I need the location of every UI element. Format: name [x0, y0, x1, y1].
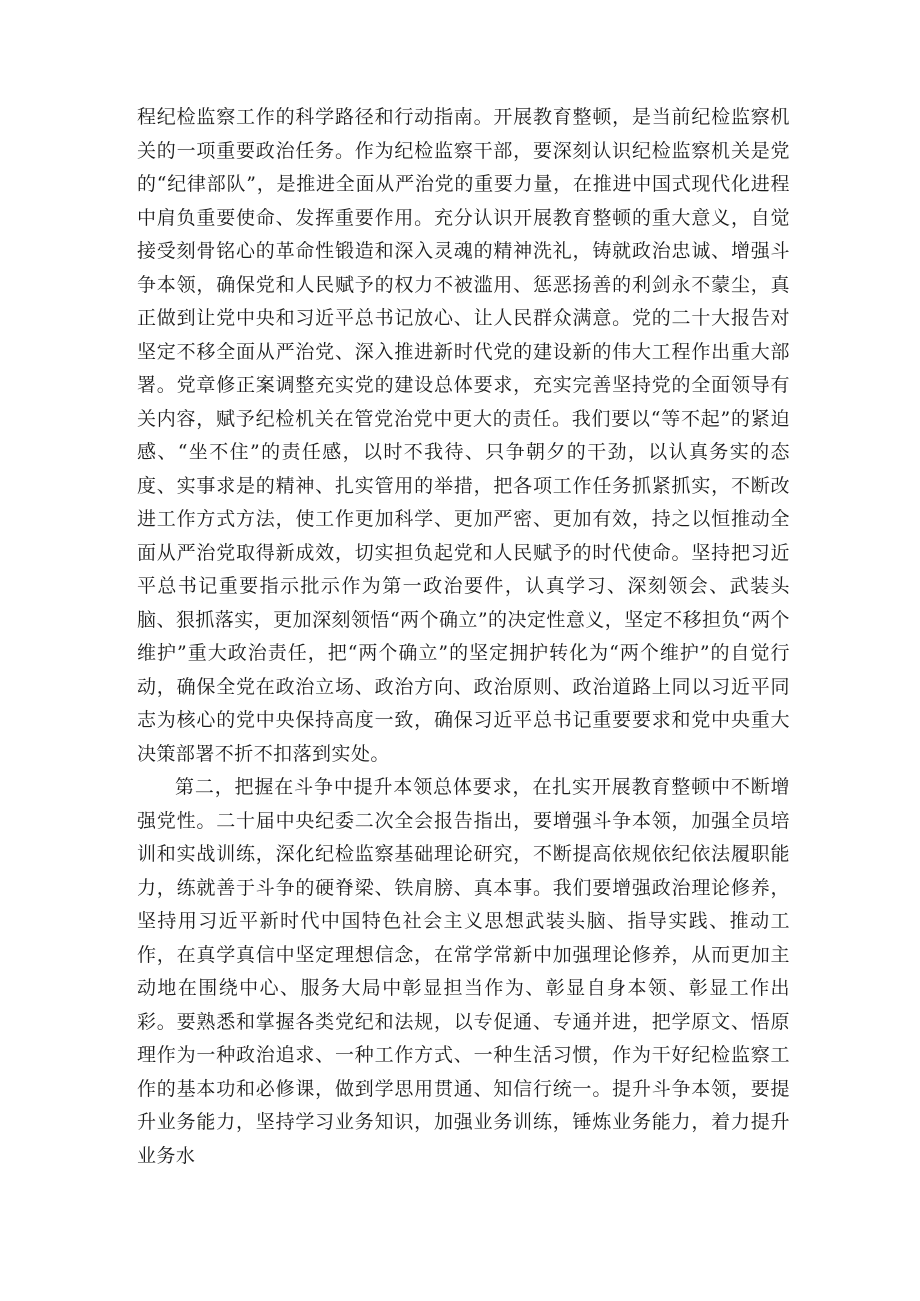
paragraph-2: 第二，把握在斗争中提升本领总体要求，在扎实开展教育整顿中不断增强党性。二十届中央纪委二次全会报告指出，要增强斗争本领，加强全员培训和实战训练，深化纪检监察基础理论研究，不断提高依规依纪依法履职能力，练就善于斗争的硬脊梁、铁肩膀、真本事。我们要增强政治理论修养，坚持用习近平新时代中国特色社会主义思想武装头脑、指导实践、推动工作，在真学真信中坚定理想信念，在常学常新中加强理论修养，从而更加主动地在围绕中心、服务大局中彰显担当作为、彰显自身本领、彰显工作出彩。要熟悉和掌握各类党纪和法规，以专促通、专通并进，把学原文、悟原理作为一种政治追求、一种工作方式、一种生活习惯，作为干好纪检监察工作的基本功和必修课，做到学思用贯通、知信行统一。提升斗争本领，要提升业务能力，坚持学习业务知识，加强业务训练，锤炼业务能力，着力提升业务水 [137, 776, 790, 1167]
document-body [137, 101, 790, 1173]
paragraph-1: 程纪检监察工作的科学路径和行动指南。开展教育整顿，是当前纪检监察机关的一项重要政治任务。作为纪检监察干部，要深刻认识纪检监察机关是党的“纪律部队”，是推进全面从严治党的重要力量，在推进中国式现代化进程中肩负重要使命、发挥重要作用。充分认识开展教育整顿的重大意义，自觉接受刻骨铭心的革命性锻造和深入灵魂的精神洗礼，铸就政治忠诚、增强斗争本领，确保党和人民赋予的权力不被滥用、惩恶扬善的利剑永不蒙尘，真正做到让党中央和习近平总书记放心、让人民群众满意。党的二十大报告对坚定不移全面从严治党、深入推进新时代党的建设新的伟大工程作出重大部署。党章修正案调整充实党的建设总体要求，充实完善坚持党的全面领导有关内容，赋予纪检机关在管党治党中更大的责任。我们要以“等不起”的紧迫感、“坐不住”的责任感，以时不我待、只争朝夕的干劲，以认真务实的态度、实事求是的精神、扎实管用的举措，把各项工作任务抓紧抓实，不断改进工作方式方法，使工作更加科学、更加严密、更加有效，持之以恒推动全面从严治党取得新成效，切实担负起党和人民赋予的时代使命。坚持把习近平总书记重要指示批示作为第一政治要件，认真学习、深刻领会、武装头脑、狠抓落实，更加深刻领悟“两个确立”的决定性意义，坚定不移担负“两个维护”重大政治责任，把“两个确立”的坚定拥护转化为“两个维护”的自觉行动，确保全党在政治立场、政治方向、政治原则、政治道路上同以习近平同志为核心的党中央保持高度一致，确保习近平总书记重要要求和党中央重大决策部署不折不扣落到实处。 [137, 106, 790, 765]
